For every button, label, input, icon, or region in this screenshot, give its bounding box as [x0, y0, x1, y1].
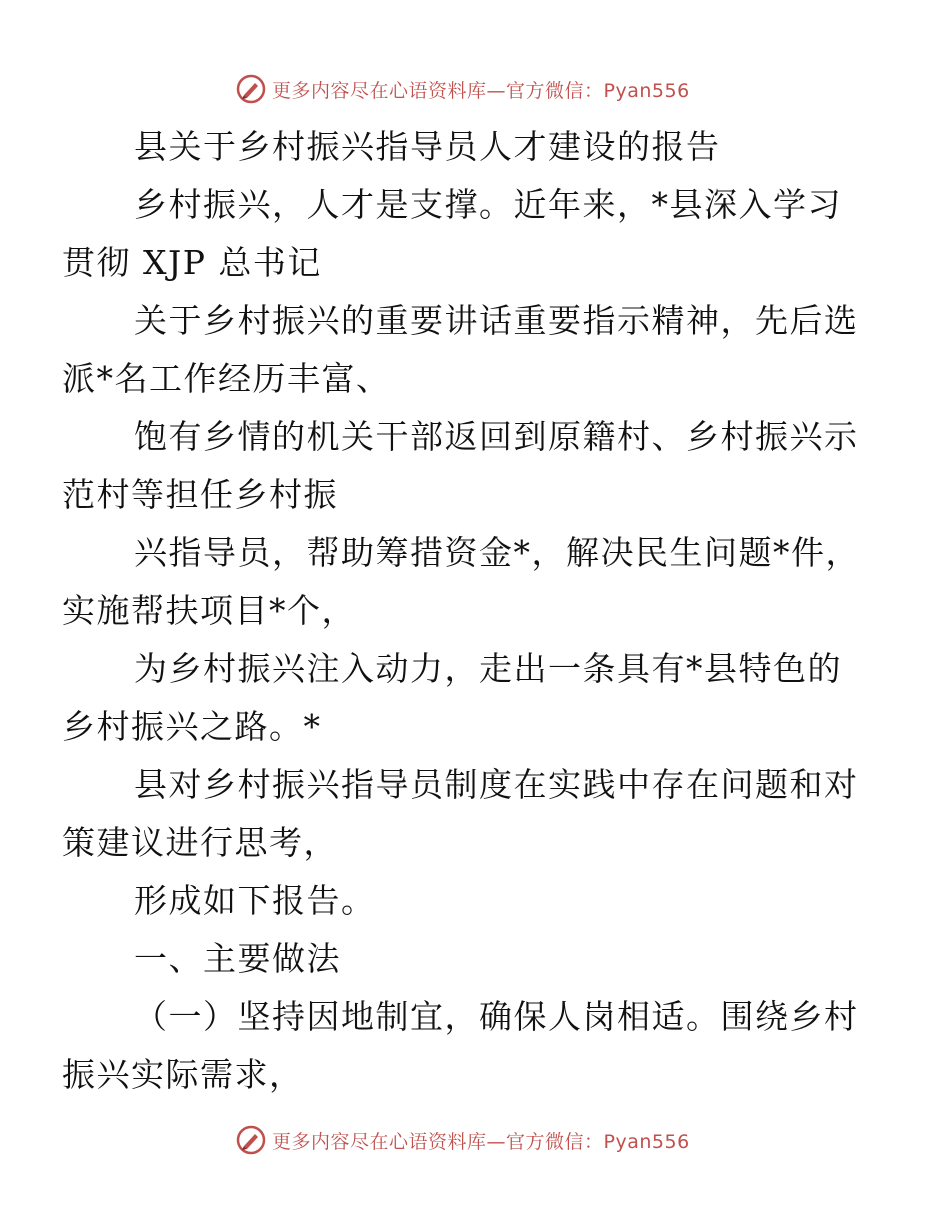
paragraph: [62, 292, 859, 408]
pen-logo-icon: [236, 74, 266, 104]
text-line: 饱有乡情的机关干部返回到原籍村、乡村振兴示: [134, 417, 859, 456]
paragraph: [62, 756, 859, 872]
document-title: [98, 118, 858, 176]
paragraph: [62, 408, 859, 524]
text-line: 贯彻 XJP 总书记: [62, 243, 322, 282]
text-line: 县对乡村振兴指导员制度在实践中存在问题和对: [134, 765, 859, 804]
text-line: 振兴实际需求，: [62, 1055, 304, 1094]
paragraph: [62, 988, 859, 1104]
watermark-text: 更多内容尽在心语资料库—官方微信：Pyan556: [272, 79, 690, 102]
text-line: 关于乡村振兴的重要讲话重要指示精神，先后选: [134, 301, 859, 340]
text-line: 派*名工作经历丰富、: [62, 359, 391, 398]
text-line: 乡村振兴之路。*: [62, 707, 322, 746]
text-line: 实施帮扶项目*个，: [62, 591, 356, 630]
text-line: 范村等担任乡村振: [62, 475, 338, 514]
section-heading: [98, 930, 858, 988]
pen-logo-icon: [236, 1125, 266, 1155]
paragraph: [62, 640, 858, 756]
text-line: 乡村振兴，人才是支撑。近年来，*县深入学习: [134, 185, 842, 224]
header-watermark: [236, 72, 690, 106]
text-line: 为乡村振兴注入动力，走出一条具有*县特色的: [134, 649, 842, 688]
text-line: 县关于乡村振兴指导员人才建设的报告: [134, 127, 721, 166]
text-line: 策建议进行思考，: [62, 823, 338, 862]
paragraph: [98, 872, 858, 930]
text-line: 形成如下报告。: [134, 881, 376, 920]
text-line: 兴指导员，帮助筹措资金*，解决民生问题*件，: [134, 533, 860, 572]
document-body: [62, 118, 860, 1104]
text-line: 一、主要做法: [134, 939, 341, 978]
text-line: （一）坚持因地制宜，确保人岗相适。围绕乡村: [134, 997, 859, 1036]
footer-watermark: [236, 1123, 690, 1157]
watermark-text: 更多内容尽在心语资料库—官方微信：Pyan556: [272, 1130, 690, 1153]
paragraph: [62, 176, 858, 292]
paragraph: [62, 524, 860, 640]
